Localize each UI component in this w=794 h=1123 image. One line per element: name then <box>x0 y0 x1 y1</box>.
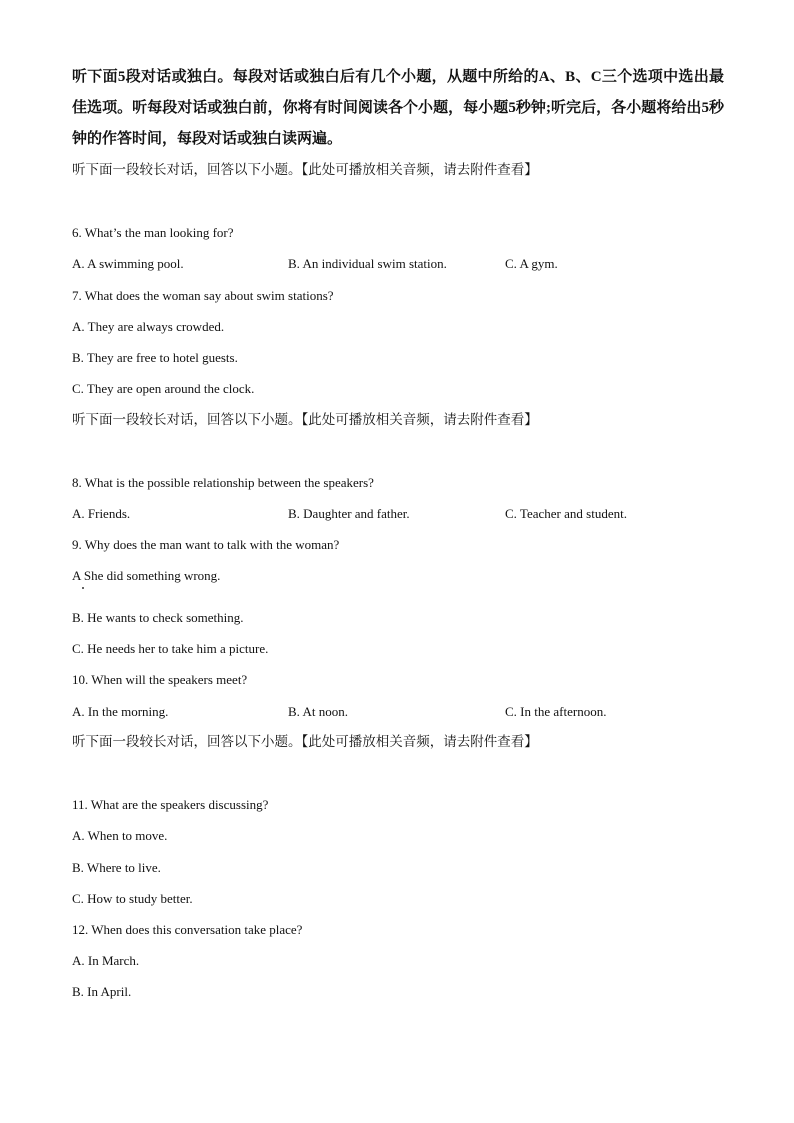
question-10-options <box>72 704 724 720</box>
question-7-option-a: A. They are always crowded. <box>72 319 225 334</box>
question-11-option-b: B. Where to live. <box>72 860 161 875</box>
listening-instructions: 听下面5段对话或独白。每段对话或独白后有几个小题，从题中所给的A、B、C三个选项中选出最佳选项。听每段对话或独白前，你将有时间阅读各个小题，每小题5秒钟;听完后，各小题将给出5秒钟的作答时间，每段对话或独白读两遍。 <box>72 69 724 147</box>
question-7-option-c: C. They are open around the clock. <box>72 381 255 396</box>
section-instruction-2: 听下面一段较长对话，回答以下小题。【此处可播放相关音频，请去附件查看】 <box>72 412 538 427</box>
section-instruction-3: 听下面一段较长对话，回答以下小题。【此处可播放相关音频，请去附件查看】 <box>72 734 538 749</box>
question-8-options <box>72 506 724 522</box>
question-8-stem: 8. What is the possible relationship between the speakers? <box>72 475 374 490</box>
question-7-option-b: B. They are free to hotel guests. <box>72 350 238 365</box>
question-11-option-a: A. When to move. <box>72 828 168 843</box>
question-9-option-c: C. He needs her to take him a picture. <box>72 641 269 656</box>
question-6-stem: 6. What’s the man looking for? <box>72 225 234 240</box>
question-6-option-a: A. A swimming pool. <box>72 256 184 271</box>
question-6-options <box>72 256 724 272</box>
question-8-option-c: C. Teacher and student. <box>505 506 627 521</box>
question-12-option-b: B. In April. <box>72 984 132 999</box>
question-10-stem: 10. When will the speakers meet? <box>72 672 248 687</box>
question-8-option-a: A. Friends. <box>72 506 131 521</box>
section-instruction-1: 听下面一段较长对话，回答以下小题。【此处可播放相关音频，请去附件查看】 <box>72 162 538 177</box>
question-9-option-a: A She did something wrong. <box>72 568 221 583</box>
question-9-stem: 9. Why does the man want to talk with the woman? <box>72 537 340 552</box>
question-11-stem: 11. What are the speakers discussing? <box>72 797 269 812</box>
question-9-option-b: B. He wants to check something. <box>72 610 244 625</box>
question-6-option-c: C. A gym. <box>505 256 558 271</box>
question-6-option-b: B. An individual swim station. <box>288 256 447 271</box>
question-12-stem: 12. When does this conversation take place? <box>72 922 303 937</box>
question-11-option-c: C. How to study better. <box>72 891 193 906</box>
question-8-option-b: B. Daughter and father. <box>288 506 410 521</box>
stray-dot <box>82 587 84 589</box>
question-10-option-b: B. At noon. <box>288 704 348 719</box>
question-7-stem: 7. What does the woman say about swim stations? <box>72 288 334 303</box>
question-10-option-c: C. In the afternoon. <box>505 704 607 719</box>
question-10-option-a: A. In the morning. <box>72 704 169 719</box>
question-12-option-a: A. In March. <box>72 953 140 968</box>
